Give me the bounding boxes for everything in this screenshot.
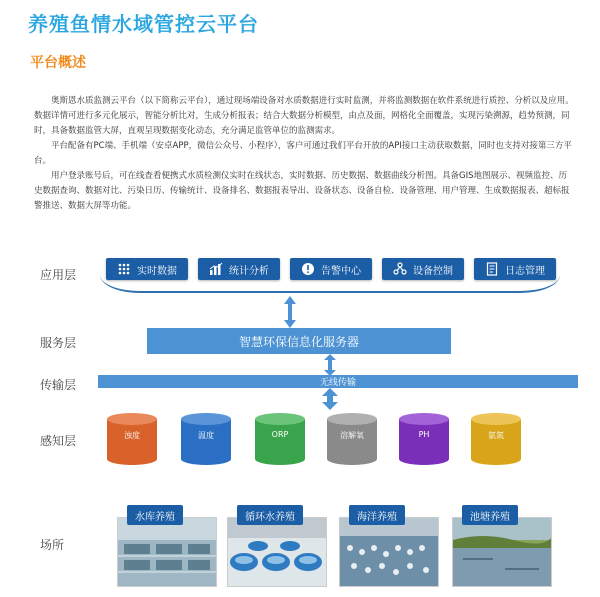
app-item-statistics[interactable] (198, 258, 280, 280)
cylinder-icon (398, 412, 450, 466)
control-icon (393, 262, 407, 276)
sensor-label: 溶解氧 (340, 431, 364, 440)
venue-recirculating (227, 505, 325, 585)
venue-photo (339, 517, 439, 587)
app-item-label: 设备控制 (413, 265, 453, 277)
venue-tag: 水库养殖 (127, 505, 183, 525)
venue-tag: 池塘养殖 (462, 505, 518, 525)
venue-photo (117, 517, 217, 587)
sensor-ammonia-nitrogen (470, 412, 522, 466)
sensor-label: 氨氮 (488, 431, 504, 440)
grid-dots-icon (117, 262, 131, 276)
venue-photo (227, 517, 327, 587)
app-item-realtime-data[interactable] (106, 258, 188, 280)
intro-paragraph: 用户登录账号后，可在线查看便携式水质检测仪实时在线状态，实时数据、历史数据、数据曲线分析图。具备GIS地图展示、视频监控、历史数据查询、数据对比、污染日历、传输统计、设备排名、数据报表导出、设备状态、设备自检、设备管理、用户管理、生成数据报表、超标报警推送、数据大屏等功能。 (34, 171, 570, 211)
sensor-label: 温度 (198, 431, 214, 440)
app-item-label: 日志管理 (505, 265, 545, 277)
venue-tag: 海洋养殖 (349, 505, 405, 525)
venue-photo (452, 517, 552, 587)
alert-icon (301, 262, 315, 276)
layer-label-transport: 传输层 (40, 378, 77, 392)
intro-paragraph: 奥斯恩水质监测云平台（以下简称云平台），通过现场端设备对水质数据进行实时监测，并将监测数据在软件系统进行质控、分析以及应用。数据详情可进行多元化展示，智能分析比对，生成分析报表；结合大数据分析模型，由点及面，网格化全面覆盖，实现污染溯源，趋势预测，同时，具备数据监管大屏，直观呈现数据变化动态，充分满足监管单位的监测需求。 (34, 96, 574, 136)
venue-marine (339, 505, 437, 585)
arrow-app-service (284, 296, 296, 328)
section-heading: 平台概述 (30, 55, 86, 71)
layer-label-app: 应用层 (40, 268, 77, 282)
sensor-ph (398, 412, 450, 466)
sensor-label: ORP (271, 430, 289, 439)
app-item-log-management[interactable] (474, 258, 556, 280)
log-icon (485, 262, 499, 276)
transport-bar: 无线传输 (98, 375, 578, 388)
service-server-bar: 智慧环保信息化服务器 (147, 328, 451, 354)
app-item-label: 统计分析 (229, 265, 269, 277)
layer-label-venue: 场所 (40, 538, 65, 552)
venue-pond (452, 505, 550, 585)
sensor-orp (254, 412, 306, 466)
app-item-label: 实时数据 (137, 265, 177, 277)
intro-paragraph: 平台配备有PC端、手机端（安卓APP，微信公众号、小程序），客户可通过我们平台开放的API接口主动获取数据，同时也支持对接第三方平台。 (34, 141, 572, 166)
bar-chart-icon (209, 262, 223, 276)
sensor-label: 浊度 (124, 431, 140, 440)
layer-label-service: 服务层 (40, 336, 77, 350)
arrow-service-transport (324, 354, 336, 376)
venue-reservoir (117, 505, 215, 585)
intro-text (34, 94, 574, 214)
layer-label-sensing: 感知层 (40, 434, 77, 448)
sensor-turbidity (106, 412, 158, 466)
venue-tag: 循环水养殖 (237, 505, 303, 525)
sensor-temperature (180, 412, 232, 466)
app-item-alert-center[interactable] (290, 258, 372, 280)
app-item-device-control[interactable] (382, 258, 464, 280)
app-item-label: 告警中心 (321, 265, 361, 277)
sensor-dissolved-oxygen (326, 412, 378, 466)
page-title: 养殖鱼情水域管控云平台 (28, 12, 259, 36)
cylinder-icon (254, 412, 306, 466)
arrow-transport-sensing (322, 388, 338, 410)
sensor-label: PH (418, 430, 430, 439)
